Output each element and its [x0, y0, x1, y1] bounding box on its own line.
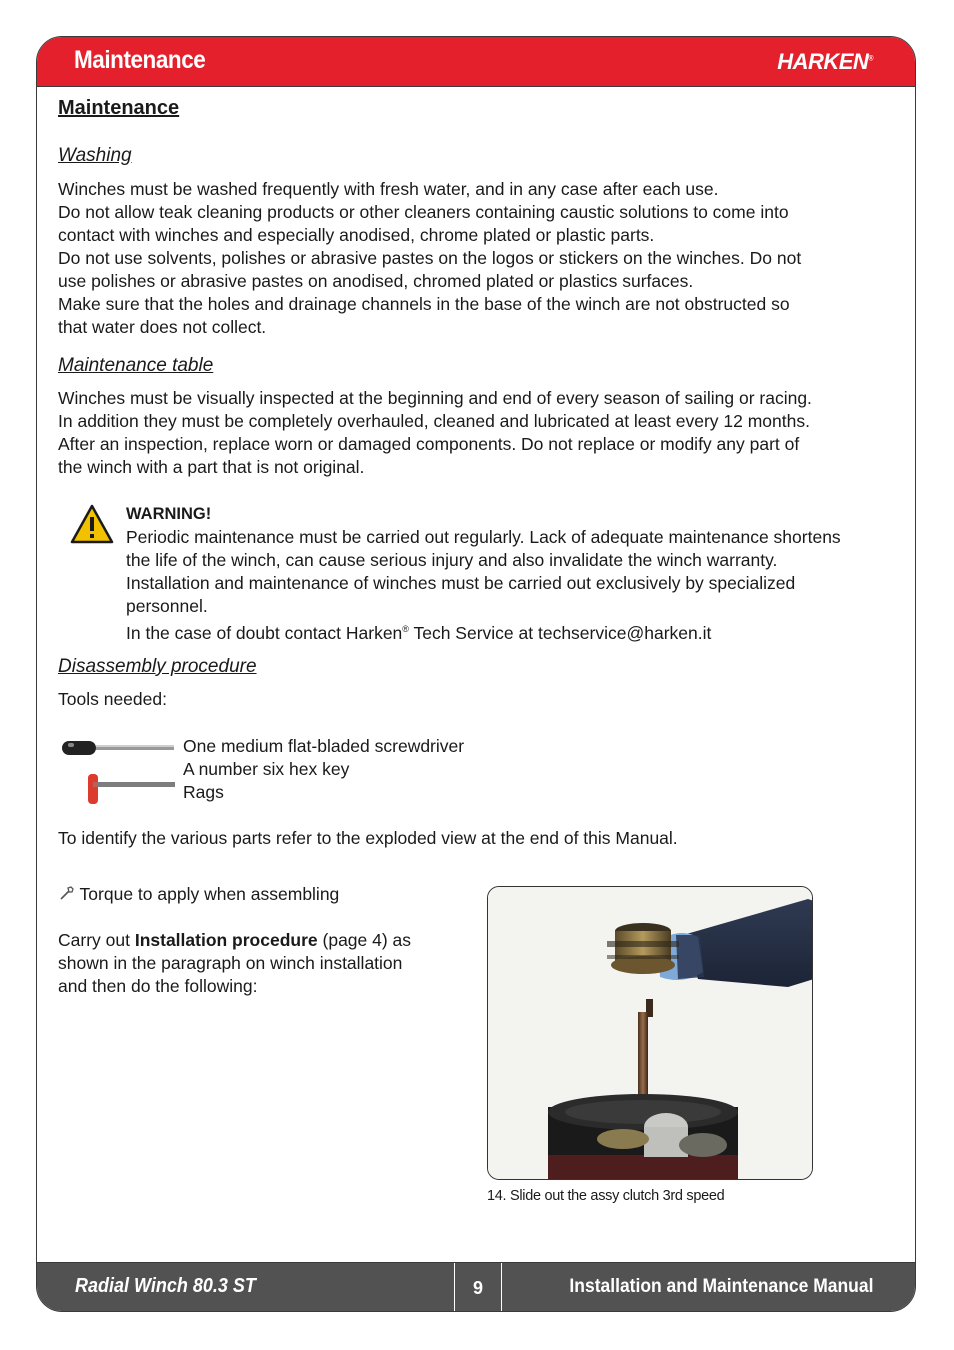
logo-registered-mark: ®	[868, 55, 873, 63]
tools-list	[183, 735, 464, 804]
tool-item: A number six hex key	[183, 759, 350, 779]
wrench-icon	[58, 885, 75, 902]
footer-doc-title: Radial Winch 80.3 ST	[75, 1275, 256, 1297]
header-bar	[37, 37, 915, 87]
figure-caption: 14. Slide out the assy clutch 3rd speed	[487, 1188, 725, 1204]
harken-logo	[777, 49, 873, 75]
text-line: Periodic maintenance must be carried out regularly. Lack of adequate maintenance shortens	[126, 527, 841, 547]
text-line: personnel.	[126, 596, 208, 616]
text-line: Make sure that the holes and drainage channels in the base of the winch are not obstructed so	[58, 294, 790, 314]
warning-block	[126, 503, 841, 645]
text-line: Do not allow teak cleaning products or other cleaners containing caustic solutions to come into	[58, 202, 789, 222]
washing-heading: Washing	[58, 145, 132, 166]
section-title: Maintenance	[58, 97, 180, 119]
torque-note-text: Torque to apply when assembling	[79, 884, 340, 904]
text-line: Do not use solvents, polishes or abrasive pastes on the logos or stickers on the winches. Do not	[58, 248, 802, 268]
text-line: In addition they must be completely overhauled, cleaned and lubricated at least every 12 months.	[58, 411, 810, 431]
contact-registered-mark: ®	[402, 624, 409, 634]
contact-text-before: In the case of doubt contact Harken	[126, 622, 403, 643]
contact-line	[126, 618, 841, 645]
photo-illustration	[488, 887, 813, 1180]
torque-note	[58, 883, 339, 906]
logo-text: HARKEN	[777, 49, 869, 74]
text-line: that water does not collect.	[58, 317, 267, 337]
text-line: use polishes or abrasive pastes on anodised, chromed plated or plastics surfaces.	[58, 271, 694, 291]
text-line: Winches must be visually inspected at the beginning and end of every season of sailing or racing.	[58, 388, 812, 408]
exploded-view-reference: To identify the various parts refer to the exploded view at the end of this Manual.	[58, 828, 678, 848]
text-line: shown in the paragraph on winch installation	[58, 953, 403, 973]
text-line: contact with winches and especially anodised, chrome plated or plastic parts.	[58, 225, 655, 245]
text-line: After an inspection, replace worn or damaged components. Do not replace or modify any part of	[58, 434, 800, 454]
text-line: and then do the following:	[58, 976, 258, 996]
washing-text	[58, 178, 801, 339]
carry-prefix: Carry out	[58, 930, 135, 950]
tool-item: One medium flat-bladed screwdriver	[183, 736, 465, 756]
tool-item: Rags	[183, 782, 224, 802]
header-title: Maintenance	[74, 46, 206, 74]
disassembly-heading: Disassembly procedure	[58, 656, 257, 677]
carry-suffix: (page 4) as	[317, 930, 412, 950]
installation-procedure-ref: Installation procedure	[134, 930, 318, 950]
maintenance-table-heading: Maintenance table	[58, 355, 214, 376]
footer-bar	[37, 1262, 915, 1311]
text-line: the winch with a part that is not original.	[58, 457, 365, 477]
maintenance-table-text	[58, 387, 812, 479]
tools-label: Tools needed:	[58, 689, 167, 709]
hex-key-icon	[80, 772, 176, 806]
contact-text-after: Tech Service at techservice@harken.it	[408, 622, 712, 643]
carry-out-text	[58, 929, 411, 998]
text-line: the life of the winch, can cause serious injury and also invalidate the winch warranty.	[126, 550, 778, 570]
footer-manual-title: Installation and Maintenance Manual	[568, 1276, 873, 1297]
page-number: 9	[454, 1263, 502, 1311]
warning-triangle-icon	[70, 504, 114, 544]
warning-title: WARNING!	[126, 505, 212, 523]
screwdriver-icon	[60, 738, 176, 758]
winch-clutch-photo	[487, 886, 813, 1180]
text-line: Installation and maintenance of winches must be carried out exclusively by specialized	[126, 573, 796, 593]
text-line: Winches must be washed frequently with fresh water, and in any case after each use.	[58, 179, 719, 199]
